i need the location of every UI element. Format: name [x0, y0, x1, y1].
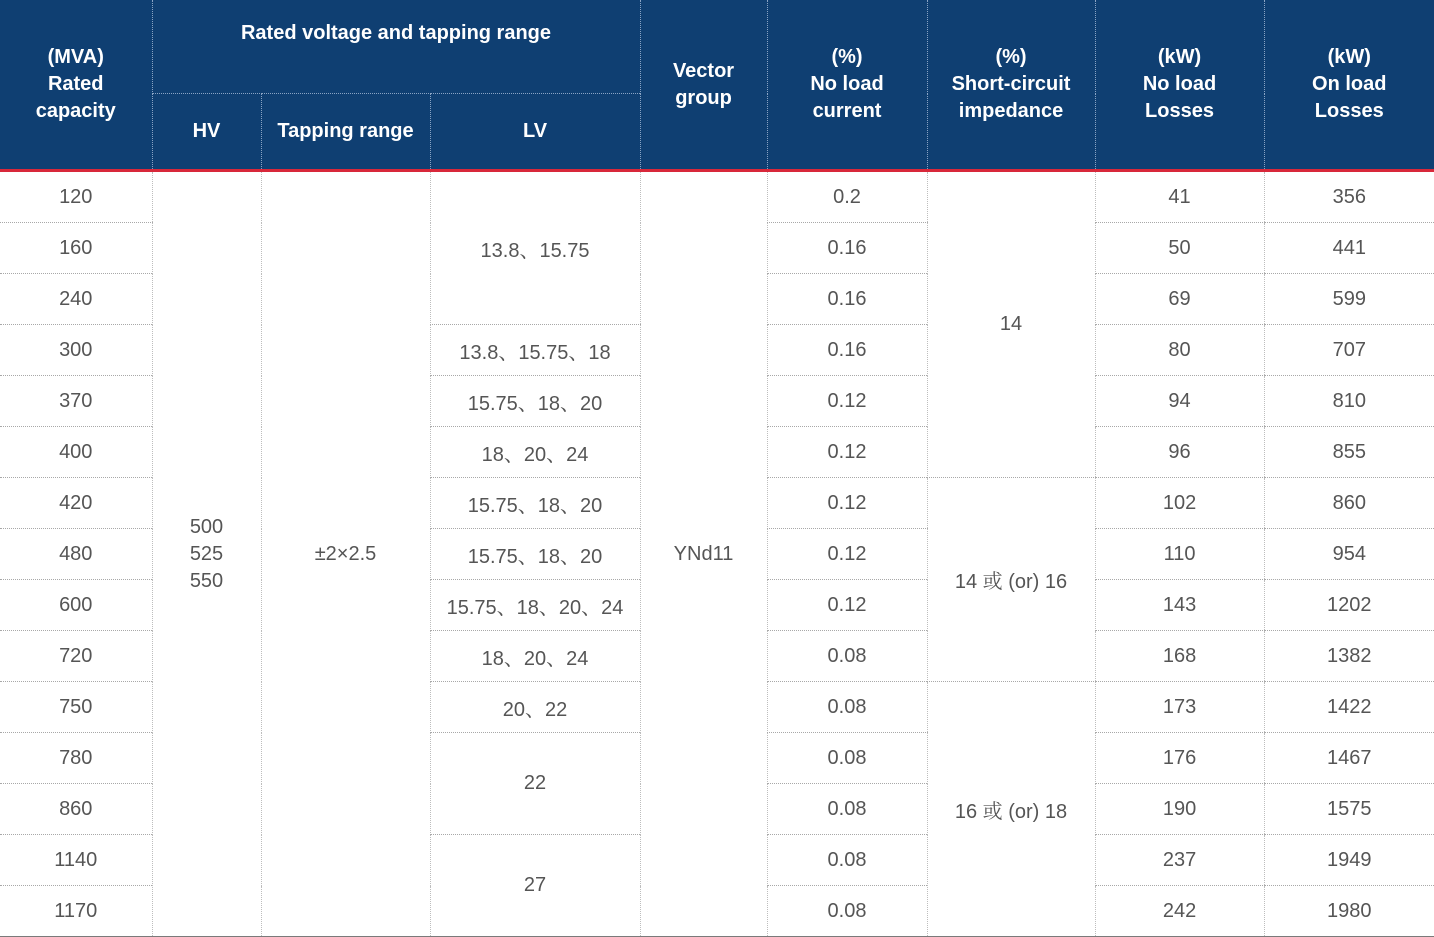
header-tapping-range: Tapping range [261, 94, 430, 171]
cell-on-load-losses: 1422 [1264, 682, 1434, 733]
header-no-load-losses-line1: No load [1142, 73, 1217, 95]
cell-capacity: 370 [0, 376, 152, 427]
cell-capacity: 120 [0, 171, 152, 223]
cell-capacity: 600 [0, 580, 152, 631]
header-capacity [0, 0, 152, 171]
cell-no-load-losses: 173 [1095, 682, 1264, 733]
header-short-circuit-impedance [927, 0, 1095, 171]
cell-capacity: 1140 [0, 835, 152, 886]
cell-on-load-losses: 1980 [1264, 886, 1434, 937]
cell-no-load-losses: 96 [1095, 427, 1264, 478]
cell-no-load-losses: 102 [1095, 478, 1264, 529]
cell-no-load-losses: 94 [1095, 376, 1264, 427]
header-on-load-losses [1264, 0, 1434, 171]
cell-lv: 18、20、24 [430, 427, 640, 478]
cell-lv: 15.75、18、20 [430, 478, 640, 529]
cell-no-load-current: 0.12 [767, 580, 927, 631]
cell-no-load-current: 0.2 [767, 171, 927, 223]
cell-no-load-losses: 41 [1095, 171, 1264, 223]
header-capacity-line2: capacity [35, 100, 116, 122]
header-capacity-unit: (MVA) [47, 46, 104, 68]
cell-on-load-losses: 356 [1264, 171, 1434, 223]
cell-no-load-losses: 190 [1095, 784, 1264, 835]
header-hv: HV [152, 94, 261, 171]
cell-on-load-losses: 1467 [1264, 733, 1434, 784]
header-no-load-current-unit: (%) [831, 46, 863, 68]
header-vector-group-line1: Vector [672, 59, 735, 82]
cell-short-circuit-impedance: 14 或 (or) 16 [927, 478, 1095, 682]
cell-on-load-losses: 1949 [1264, 835, 1434, 886]
cell-lv: 15.75、18、20、24 [430, 580, 640, 631]
cell-short-circuit-impedance: 16 或 (or) 18 [927, 682, 1095, 937]
cell-no-load-current: 0.08 [767, 682, 927, 733]
cell-no-load-current: 0.08 [767, 631, 927, 682]
cell-no-load-current: 0.12 [767, 427, 927, 478]
cell-on-load-losses: 954 [1264, 529, 1434, 580]
cell-on-load-losses: 810 [1264, 376, 1434, 427]
header-lv: LV [430, 94, 640, 171]
cell-no-load-losses: 69 [1095, 274, 1264, 325]
cell-capacity: 860 [0, 784, 152, 835]
cell-capacity: 720 [0, 631, 152, 682]
cell-no-load-losses: 50 [1095, 223, 1264, 274]
cell-capacity: 240 [0, 274, 152, 325]
cell-no-load-current: 0.08 [767, 835, 927, 886]
cell-lv: 15.75、18、20 [430, 529, 640, 580]
header-impedance-line1: Short-circuit [951, 73, 1071, 95]
cell-on-load-losses: 707 [1264, 325, 1434, 376]
cell-no-load-current: 0.08 [767, 886, 927, 937]
cell-on-load-losses: 1202 [1264, 580, 1434, 631]
cell-capacity: 480 [0, 529, 152, 580]
cell-on-load-losses: 860 [1264, 478, 1434, 529]
header-on-load-losses-line1: On load [1312, 73, 1387, 95]
header-on-load-losses-line2: Losses [1314, 100, 1384, 122]
cell-no-load-losses: 110 [1095, 529, 1264, 580]
cell-no-load-current: 0.08 [767, 784, 927, 835]
header-no-load-losses [1095, 0, 1264, 171]
header-no-load-current-line1: No load [810, 73, 884, 95]
cell-vector-group-merged: YNd11 [640, 171, 767, 937]
cell-no-load-losses: 143 [1095, 580, 1264, 631]
cell-lv: 18、20、24 [430, 631, 640, 682]
header-no-load-losses-unit: (kW) [1157, 46, 1202, 68]
cell-on-load-losses: 1575 [1264, 784, 1434, 835]
cell-lv: 13.8、15.75、18 [430, 325, 640, 376]
cell-lv: 22 [430, 733, 640, 835]
header-impedance-unit: (%) [995, 46, 1027, 68]
header-on-load-losses-unit: (kW) [1327, 46, 1371, 68]
cell-no-load-losses: 176 [1095, 733, 1264, 784]
header-capacity-line1: Rated [47, 73, 104, 95]
table-header [0, 0, 1434, 171]
cell-no-load-losses: 237 [1095, 835, 1264, 886]
cell-no-load-current: 0.16 [767, 325, 927, 376]
cell-no-load-current: 0.12 [767, 376, 927, 427]
cell-capacity: 400 [0, 427, 152, 478]
cell-no-load-current: 0.16 [767, 223, 927, 274]
cell-tapping-range-merged: ±2×2.5 [261, 171, 430, 937]
header-rated-voltage-group: Rated voltage and tapping range [152, 0, 640, 94]
cell-no-load-current: 0.12 [767, 529, 927, 580]
table-body [0, 171, 1434, 937]
cell-hv-merged [152, 171, 261, 937]
hv-value: 525 [189, 542, 224, 565]
cell-no-load-losses: 168 [1095, 631, 1264, 682]
header-impedance-line2: impedance [958, 100, 1064, 122]
header-vector-group-line2: group [675, 86, 732, 109]
cell-capacity: 160 [0, 223, 152, 274]
cell-capacity: 300 [0, 325, 152, 376]
cell-on-load-losses: 599 [1264, 274, 1434, 325]
hv-value: 550 [189, 569, 224, 592]
cell-lv: 15.75、18、20 [430, 376, 640, 427]
cell-no-load-losses: 80 [1095, 325, 1264, 376]
cell-capacity: 420 [0, 478, 152, 529]
cell-on-load-losses: 1382 [1264, 631, 1434, 682]
cell-on-load-losses: 855 [1264, 427, 1434, 478]
cell-lv: 27 [430, 835, 640, 937]
hv-value: 500 [189, 515, 224, 538]
cell-short-circuit-impedance: 14 [927, 171, 1095, 478]
cell-capacity: 780 [0, 733, 152, 784]
cell-no-load-current: 0.08 [767, 733, 927, 784]
header-no-load-current-line2: current [812, 100, 882, 122]
cell-lv: 13.8、15.75 [430, 171, 640, 325]
header-no-load-losses-line2: Losses [1145, 100, 1214, 122]
cell-on-load-losses: 441 [1264, 223, 1434, 274]
cell-no-load-current: 0.12 [767, 478, 927, 529]
cell-capacity: 1170 [0, 886, 152, 937]
cell-lv: 20、22 [430, 682, 640, 733]
cell-capacity: 750 [0, 682, 152, 733]
cell-no-load-losses: 242 [1095, 886, 1264, 937]
header-no-load-current [767, 0, 927, 171]
table-row [0, 171, 1434, 223]
header-vector-group [640, 0, 767, 171]
cell-no-load-current: 0.16 [767, 274, 927, 325]
